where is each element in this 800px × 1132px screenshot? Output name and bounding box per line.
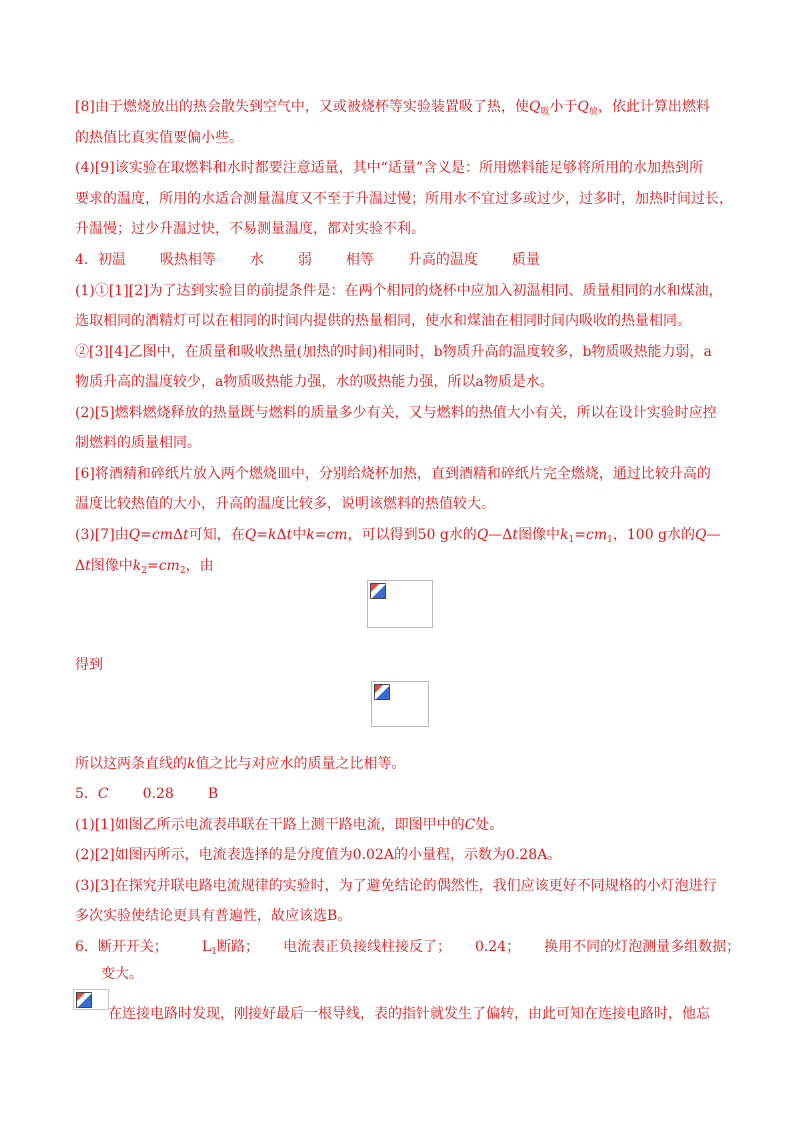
text-span: ，由 bbox=[185, 558, 214, 574]
text-span: ，可以得到50 g水的 bbox=[347, 527, 477, 543]
text-line-11: (2)[5]燃料燃烧释放的热量既与燃料的质量多少有关，又与燃料的热值大小有关，所以在设计实验时应控 bbox=[75, 405, 717, 421]
text-span: —Δ bbox=[488, 527, 513, 543]
text-span: 图像中 bbox=[518, 527, 561, 543]
subscript: 1 bbox=[568, 535, 575, 545]
text-line-8: 选取相同的酒精灯可以在相同的时间内提供的热量相同，使水和煤油在相同时间内吸收的热量相同。 bbox=[75, 313, 691, 329]
text-span: 可知，在 bbox=[188, 527, 245, 543]
text-span: Δ bbox=[276, 527, 287, 543]
formula: t bbox=[85, 558, 91, 574]
text-line-18 bbox=[75, 754, 405, 774]
text-span: 小于 bbox=[549, 99, 578, 115]
answer-item: 质量 bbox=[511, 252, 540, 268]
text-line-22: (3)[3]在探究并联电路电流规律的实验时，为了避免结论的偶然性，我们应该更好不同规格的小灯泡进行 bbox=[75, 878, 717, 894]
text-span: ，依此计算出燃料 bbox=[597, 99, 710, 115]
text-span: Δ bbox=[173, 527, 184, 543]
text-span: 中 bbox=[292, 527, 307, 543]
answer-item: 0.24； bbox=[474, 939, 521, 955]
text-line-12: 制燃料的质量相同。 bbox=[75, 435, 201, 451]
answer-item: 相等 bbox=[345, 252, 374, 268]
text-line-23: 多次实验使结论更具有普遍性，故应该选B。 bbox=[75, 908, 352, 924]
text-span: [8]由于燃烧放出的热会散失到空气中，又或被烧杯等实验装置吸了热，使 bbox=[75, 99, 529, 115]
answer-6-cont: 变大。 bbox=[101, 966, 143, 982]
text-line-7: (1)①[1][2]为了达到实验目的前提条件是：在两个相同的烧杯中应加入初温相同、质量相同的水和煤油， bbox=[75, 283, 723, 299]
answer-item: 断路； bbox=[216, 939, 259, 955]
formula: k bbox=[132, 558, 142, 574]
text-line-9: ②[3][4]乙图中，在质量和吸收热量(加热的时间)相同时，b物质升高的温度较多，b物质吸热能力弱，a bbox=[75, 344, 712, 360]
answer-number: 5． bbox=[75, 786, 98, 802]
formula: Q=k bbox=[244, 527, 277, 543]
broken-image-icon bbox=[76, 992, 92, 1008]
subscript: 2 bbox=[141, 566, 147, 576]
answer-item: 断开开关； bbox=[97, 939, 168, 955]
text-line-15 bbox=[75, 525, 721, 547]
broken-image-icon bbox=[370, 583, 386, 599]
text-line-14: 温度比较热值的大小，升高的温度比较多，说明该燃料的热值较大。 bbox=[75, 496, 495, 512]
answer-4 bbox=[75, 250, 540, 270]
equation-image bbox=[367, 580, 433, 628]
answer-item: B bbox=[207, 786, 219, 802]
formula: t bbox=[183, 527, 189, 543]
text-line-13: [6]将酒精和碎纸片放入两个燃烧皿中，分别给烧杯加热，直到酒精和碎纸片完全燃烧，通过比较升高的 bbox=[75, 466, 711, 482]
subscript: 1 bbox=[211, 947, 217, 957]
text-line-20 bbox=[75, 815, 503, 835]
text-span: 值之比与对应水的质量之比相等。 bbox=[195, 756, 406, 772]
text-line-1 bbox=[75, 97, 710, 119]
formula: Q bbox=[695, 527, 707, 543]
subscript: 放 bbox=[588, 107, 598, 117]
answer-number: 6． bbox=[75, 939, 98, 955]
text-line-5: 升温慢；过少升温过快，不易测量温度，都对实验不利。 bbox=[75, 221, 425, 237]
text-line-4: 要求的温度，所用的水适合测量温度又不至于升温过慢；所用水不宜过多或过少，过多时，加热时间过长， bbox=[75, 191, 733, 207]
text-line-16 bbox=[75, 556, 214, 578]
formula: =cm bbox=[574, 527, 608, 543]
answer-5 bbox=[75, 784, 218, 804]
answer-item: C bbox=[97, 786, 109, 802]
formula: Q=cm bbox=[128, 527, 173, 543]
answer-item: 弱 bbox=[297, 252, 312, 268]
text-span: 处。 bbox=[475, 817, 504, 833]
text-span: ，100 g水的 bbox=[612, 527, 696, 543]
answer-item: 升高的温度 bbox=[407, 252, 478, 268]
text-line-26: 在连接电路时发现，刚接好最后一根导线，表的指针就发生了偏转，由此可知在连接电路时，他忘 bbox=[108, 1006, 710, 1022]
formula: t bbox=[512, 527, 519, 543]
answer-item: 换用不同的灯泡测量多组数据； bbox=[544, 939, 741, 955]
answer-item: 吸热相等 bbox=[159, 252, 216, 268]
answer-item: L bbox=[201, 939, 212, 955]
formula: k bbox=[560, 527, 569, 543]
inline-image bbox=[73, 989, 109, 1010]
text-line-10: 物质升高的温度较少，a物质吸热能力强，水的吸热能力强，所以a物质是水。 bbox=[75, 374, 554, 390]
answer-item: 0.28 bbox=[142, 786, 174, 802]
text-line-3: (4)[9]该实验在取燃料和水时都要注意适量，其中“适量”含义是：所用燃料能足够将所用的水加热到所 bbox=[75, 160, 703, 176]
text-span: Δ bbox=[75, 558, 86, 574]
text-line-21: (2)[2]如图丙所示，电流表选择的是分度值为0.02A的小量程，示数为0.28A。 bbox=[75, 847, 562, 863]
text-span: (1)[1]如图乙所示电流表串联在干路上测干路电流，即图甲中的 bbox=[75, 817, 465, 833]
formula: k=cm bbox=[306, 527, 348, 543]
formula: t bbox=[286, 527, 293, 543]
answer-6 bbox=[75, 937, 740, 959]
equation-image bbox=[371, 681, 429, 727]
answer-item: 水 bbox=[249, 252, 264, 268]
text-line-2: 的热值比真实值要偏小些。 bbox=[75, 130, 243, 146]
formula-q: Q bbox=[577, 99, 589, 115]
text-span: (3)[7]由 bbox=[75, 527, 129, 543]
broken-image-icon bbox=[374, 684, 390, 700]
formula: C bbox=[464, 817, 476, 833]
text-span: — bbox=[706, 527, 721, 543]
formula: =cm bbox=[146, 558, 180, 574]
text-span: 图像中 bbox=[90, 558, 133, 574]
answer-number: 4． bbox=[75, 252, 98, 268]
subscript: 吸 bbox=[540, 107, 550, 117]
formula-q: Q bbox=[528, 99, 541, 115]
formula: Q bbox=[476, 527, 489, 543]
answer-item: 电流表正负接线柱接反了； bbox=[282, 939, 451, 955]
subscript: 1 bbox=[607, 535, 613, 545]
text-span: 所以这两条直线的 bbox=[75, 756, 187, 772]
answer-item: 初温 bbox=[97, 252, 126, 268]
subscript: 2 bbox=[179, 566, 186, 576]
formula: k bbox=[187, 756, 196, 772]
text-line-17: 得到 bbox=[75, 657, 103, 673]
